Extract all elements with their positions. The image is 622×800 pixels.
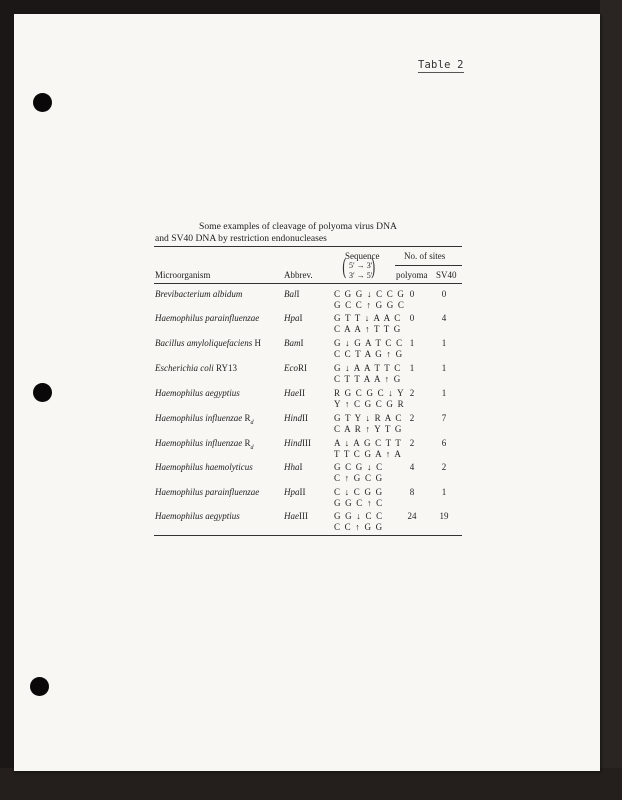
- microorganism-cell: [155, 487, 259, 498]
- sequence-top-strand: C ↓ C G G: [334, 487, 384, 497]
- punch-hole-middle: [33, 383, 52, 402]
- microorganism-cell: [155, 363, 237, 374]
- strain-label: RY13: [213, 363, 237, 373]
- abbrev-cell: [284, 388, 305, 399]
- microorganism-cell: [155, 413, 254, 429]
- polyoma-sites: 1: [409, 338, 415, 348]
- abbrev-suffix: I: [299, 313, 303, 323]
- polyoma-sites: 8: [409, 487, 415, 497]
- abbrev-cell: [284, 313, 303, 324]
- polyoma-sites: 0: [409, 289, 415, 299]
- sv40-sites: 1: [441, 388, 447, 398]
- header-abbrev: Abbrev.: [284, 270, 313, 280]
- header-sites: No. of sites: [404, 251, 446, 261]
- strain-label: R: [242, 413, 251, 423]
- abbrev-italic: Hind: [284, 413, 302, 423]
- table-bottom-rule: [154, 535, 462, 536]
- sequence-top-strand: C G G ↓ C C G: [334, 289, 406, 299]
- abbrev-suffix: II: [299, 487, 306, 497]
- header-sequence: Sequence: [345, 251, 380, 261]
- header-strand-bottom: 3′ → 5′: [349, 271, 373, 280]
- punch-hole-top: [33, 93, 52, 112]
- polyoma-sites: 2: [409, 388, 415, 398]
- sites-header-rule: [395, 265, 462, 266]
- sequence-bottom-strand: Y ↑ C G C G R: [334, 399, 405, 409]
- abbrev-cell: [284, 363, 307, 374]
- abbrev-suffix: II: [299, 388, 305, 398]
- microorganism-name: Haemophilus haemolyticus: [155, 462, 253, 472]
- sequence-top-strand: G T Y ↓ R A C: [334, 413, 403, 423]
- paren-right: ): [370, 256, 376, 281]
- microorganism-name: Escherichia coli: [155, 363, 214, 373]
- microorganism-name: Haemophilus parainfluenzae: [155, 313, 260, 323]
- header-polyoma: polyoma: [396, 270, 428, 280]
- abbrev-cell: [284, 338, 304, 349]
- sequence-bottom-strand: G G C ↑ C: [334, 498, 384, 508]
- sv40-sites: 1: [441, 487, 447, 497]
- microorganism-name: Haemophilus aegyptius: [155, 388, 240, 398]
- sequence-bottom-strand: C T T A A ↑ G: [334, 374, 402, 384]
- sequence-bottom-strand: C C T A G ↑ G: [334, 349, 404, 359]
- abbrev-cell: [284, 413, 308, 424]
- abbrev-suffix: II: [302, 413, 308, 423]
- table-top-rule: [154, 246, 462, 247]
- sequence-top-strand: G T T ↓ A A C: [334, 313, 402, 323]
- abbrev-italic: Hae: [284, 511, 299, 521]
- sequence-bottom-strand: C ↑ G C G: [334, 473, 384, 483]
- polyoma-sites: 0: [409, 313, 415, 323]
- table-number-label: Table 2: [418, 59, 464, 71]
- strain-subscript: d: [250, 419, 254, 426]
- abbrev-italic: Eco: [284, 363, 298, 373]
- strain-label: R: [242, 438, 251, 448]
- abbrev-cell: [284, 511, 308, 522]
- caption-line-2: and SV40 DNA by restriction endonucleases: [155, 233, 327, 244]
- table-caption: [155, 221, 475, 245]
- microorganism-cell: [155, 511, 240, 522]
- abbrev-suffix: RI: [298, 363, 307, 373]
- abbrev-suffix: I: [299, 462, 303, 472]
- microorganism-cell: [155, 338, 261, 349]
- sv40-sites: 4: [441, 313, 447, 323]
- microorganism-cell: [155, 313, 259, 324]
- microorganism-cell: [155, 462, 253, 473]
- abbrev-suffix: III: [299, 511, 308, 521]
- sv40-sites: 1: [441, 338, 447, 348]
- sv40-sites: 1: [441, 363, 447, 373]
- sequence-top-strand: G G ↓ C C: [334, 511, 384, 521]
- strain-subscript: d: [250, 444, 254, 451]
- polyoma-sites: 2: [409, 413, 415, 423]
- abbrev-italic: Hind: [284, 438, 302, 448]
- abbrev-suffix: I: [296, 289, 300, 299]
- microorganism-cell: [155, 289, 242, 300]
- microorganism-cell: [155, 388, 240, 399]
- header-sv40: SV40: [436, 270, 457, 280]
- microorganism-name: Brevibacterium albidum: [155, 289, 243, 299]
- caption-line-1: Some examples of cleavage of polyoma virus DNA: [199, 221, 397, 232]
- microorganism-name: Haemophilus parainfluenzae: [155, 487, 260, 497]
- background-edge-right: [600, 0, 622, 800]
- abbrev-cell: [284, 438, 311, 449]
- sequence-bottom-strand: C A R ↑ Y T G: [334, 424, 403, 434]
- abbrev-cell: [284, 487, 306, 498]
- microorganism-name: Haemophilus aegyptius: [155, 511, 240, 521]
- paper-sheet: [14, 14, 600, 771]
- microorganism-cell: [155, 438, 254, 454]
- abbrev-italic: Hae: [284, 388, 299, 398]
- header-bottom-rule: [154, 283, 462, 284]
- sequence-bottom-strand: T T C G A ↑ A: [334, 449, 403, 459]
- abbrev-cell: [284, 462, 303, 473]
- sequence-top-strand: G ↓ A A T T C: [334, 363, 402, 373]
- sequence-top-strand: G C G ↓ C: [334, 462, 384, 472]
- polyoma-sites: 1: [409, 363, 415, 373]
- sv40-sites: 6: [441, 438, 447, 448]
- header-microorganism: Microorganism: [155, 270, 211, 280]
- paren-left: (: [341, 256, 347, 281]
- abbrev-italic: Bal: [284, 289, 297, 299]
- sequence-top-strand: A ↓ A G C T T: [334, 438, 403, 448]
- sv40-sites: 19: [439, 511, 449, 521]
- microorganism-name: Haemophilus influenzae: [155, 413, 243, 423]
- sequence-top-strand: G ↓ G A T C C: [334, 338, 404, 348]
- polyoma-sites: 2: [409, 438, 415, 448]
- microorganism-name: Bacillus amyloliquefaciens: [155, 338, 253, 348]
- polyoma-sites: 24: [407, 511, 417, 521]
- abbrev-italic: Hpa: [284, 487, 300, 497]
- polyoma-sites: 4: [409, 462, 415, 472]
- sv40-sites: 0: [441, 289, 447, 299]
- abbrev-italic: Bam: [284, 338, 301, 348]
- abbrev-italic: Hpa: [284, 313, 300, 323]
- abbrev-suffix: III: [302, 438, 311, 448]
- abbrev-cell: [284, 289, 300, 300]
- background-edge-bottom: [0, 768, 622, 800]
- abbrev-italic: Hha: [284, 462, 300, 472]
- punch-hole-bottom: [30, 677, 49, 696]
- sequence-bottom-strand: C A A ↑ T T G: [334, 324, 402, 334]
- strain-label: H: [252, 338, 261, 348]
- sequence-bottom-strand: C C ↑ G G: [334, 522, 384, 532]
- abbrev-suffix: I: [300, 338, 304, 348]
- microorganism-name: Haemophilus influenzae: [155, 438, 243, 448]
- header-strand-top: 5′ → 3′: [349, 261, 373, 270]
- sv40-sites: 7: [441, 413, 447, 423]
- sequence-top-strand: R G C G C ↓ Y: [334, 388, 405, 398]
- sequence-bottom-strand: G C C ↑ G G C: [334, 300, 406, 310]
- sv40-sites: 2: [441, 462, 447, 472]
